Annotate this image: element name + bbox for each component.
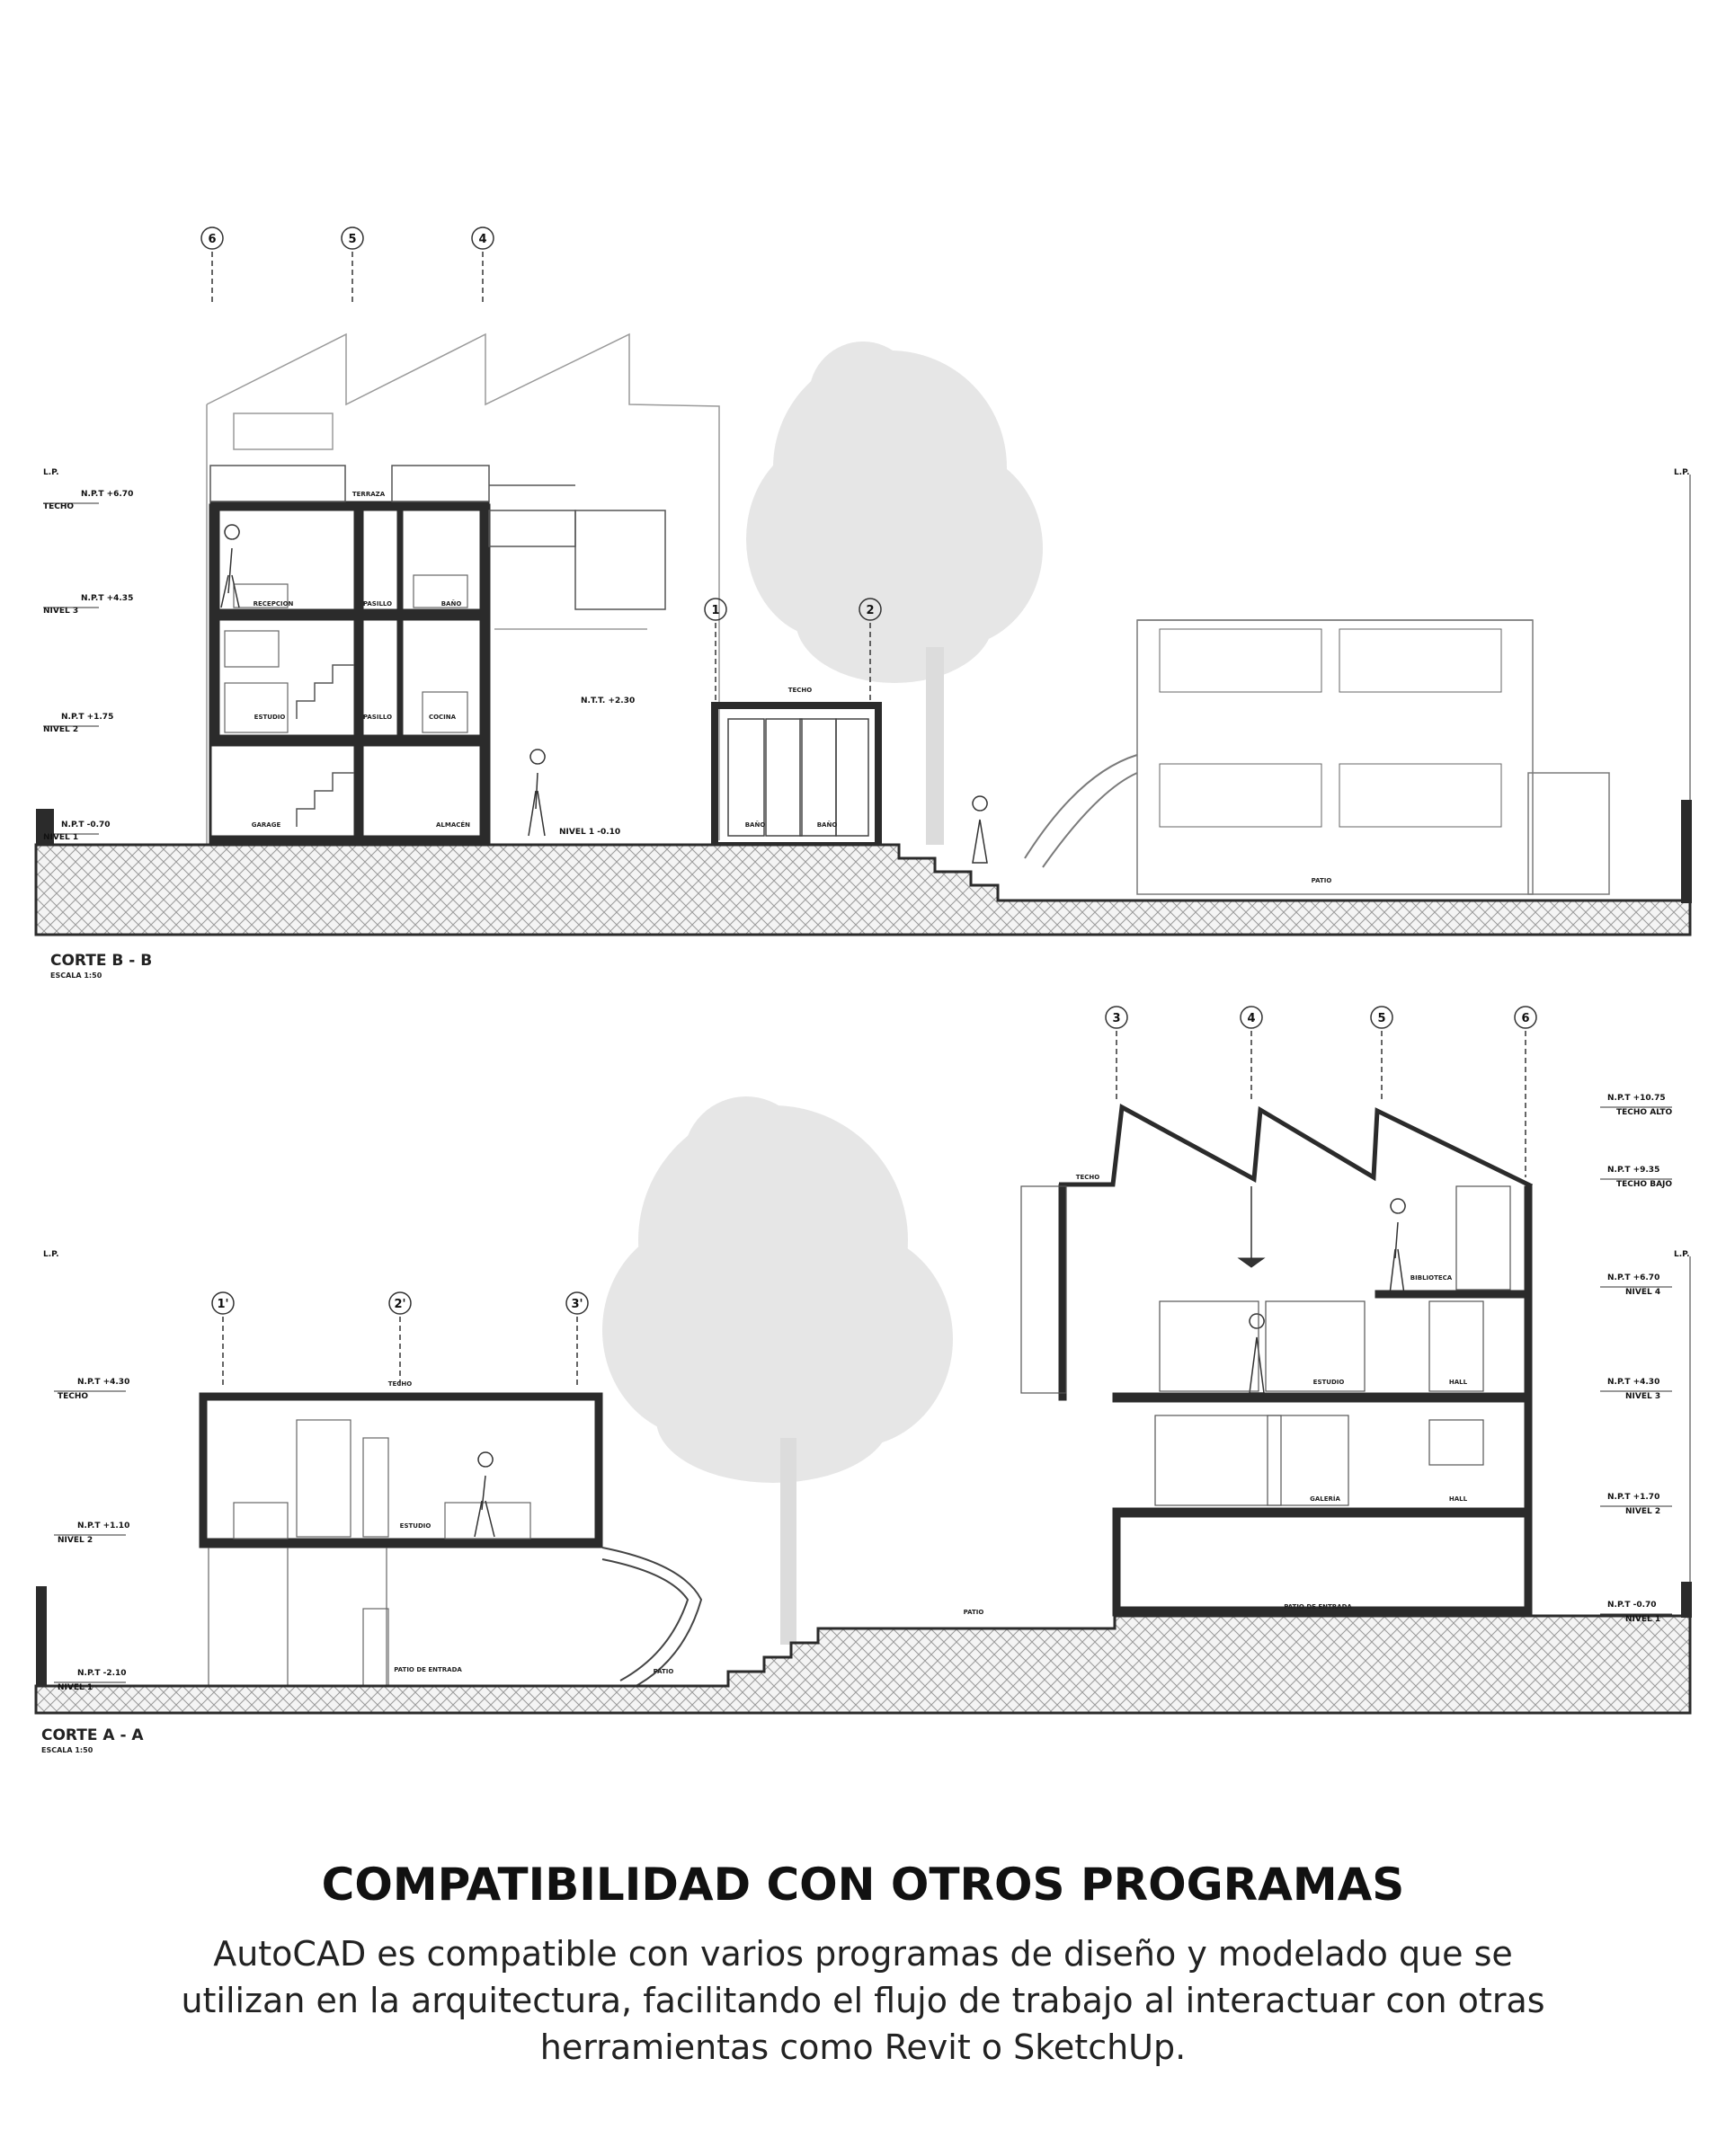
section-aa xyxy=(36,1007,1692,1754)
room-label: PATIO DE ENTRADA xyxy=(1284,1603,1352,1610)
npt-nivel2-bb: N.P.T +1.75 xyxy=(61,713,114,722)
axis-5: 5 xyxy=(1377,1012,1386,1025)
room-label: PATIO xyxy=(963,1609,984,1616)
room-label: BIBLIOTECA xyxy=(1410,1274,1453,1282)
pavilion-bb xyxy=(715,705,878,846)
section-bb-title: CORTE B - B xyxy=(50,952,153,970)
level-nivel4: NIVEL 4 xyxy=(1625,1288,1661,1297)
room-label: ESTUDIO xyxy=(399,1522,432,1530)
level-nivel1-aa: NIVEL 1 xyxy=(58,1683,93,1692)
lp-left-bb: L.P. xyxy=(43,468,59,477)
tree-bb xyxy=(746,342,1043,845)
level-nivel2-bb: NIVEL 2 xyxy=(43,725,79,734)
level-nivel3-bb: NIVEL 3 xyxy=(43,607,79,616)
room-label: PATIO xyxy=(653,1668,674,1675)
terrain-aa xyxy=(36,1582,1692,1713)
room-label: PATIO DE ENTRADA xyxy=(394,1666,462,1673)
level-techo-bajo: TECHO BAJO xyxy=(1616,1180,1673,1189)
npt-nivel3-bb: N.P.T +4.35 xyxy=(81,594,134,603)
npt-nivel1-aa: N.P.T -2.10 xyxy=(77,1669,127,1678)
caption-body xyxy=(108,1930,1618,2071)
axis-5: 5 xyxy=(348,233,357,246)
level-nivel2-right: NIVEL 2 xyxy=(1625,1507,1661,1516)
npt-techo-aa: N.P.T +4.30 xyxy=(77,1378,130,1387)
room-label: HALL xyxy=(1448,1495,1468,1503)
axis-4: 4 xyxy=(1247,1012,1256,1025)
room-label: PASILLO xyxy=(362,600,393,608)
npt-nivel2-right: N.P.T +1.70 xyxy=(1607,1493,1660,1502)
lp-right-aa: L.P. xyxy=(1674,1250,1690,1259)
room-label: TECHO xyxy=(787,687,813,694)
npt-nivel4: N.P.T +6.70 xyxy=(1607,1273,1660,1282)
room-label: BAÑO xyxy=(816,821,838,829)
room-label: HALL xyxy=(1448,1379,1468,1386)
axis-6: 6 xyxy=(208,233,217,246)
level-techo-alto: TECHO ALTO xyxy=(1616,1108,1673,1117)
caption-title: COMPATIBILIDAD CON OTROS PROGRAMAS xyxy=(321,1859,1405,1911)
npt-nivel3-aa: N.P.T +4.30 xyxy=(1607,1378,1660,1387)
room-label: RECEPCION xyxy=(253,600,294,608)
npt-techo-alto: N.P.T +10.75 xyxy=(1607,1094,1666,1103)
warehouse-bb xyxy=(1025,620,1609,894)
npt-nivel1-bb: N.P.T -0.70 xyxy=(61,821,111,830)
building-bb xyxy=(210,466,665,847)
room-label: BAÑO xyxy=(744,821,766,829)
axis-3: 3 xyxy=(1112,1012,1121,1025)
room-label: TECHO xyxy=(387,1380,413,1388)
left-building-aa xyxy=(200,1393,701,1690)
npt-techo-bajo: N.P.T +9.35 xyxy=(1607,1166,1660,1175)
room-label: ESTUDIO xyxy=(254,714,286,721)
level-nivel3-aa: NIVEL 3 xyxy=(1625,1392,1661,1401)
level-nivel1-bb: NIVEL 1 xyxy=(43,833,79,842)
axis-3-prime: 3' xyxy=(571,1298,583,1311)
room-label: ESTUDIO xyxy=(1312,1379,1345,1386)
caption-line: herramientas como Revit o SketchUp. xyxy=(539,2027,1187,2067)
right-building-aa xyxy=(1021,1107,1532,1690)
level-nivel2-aa: NIVEL 2 xyxy=(58,1536,93,1545)
axis-4: 4 xyxy=(478,233,487,246)
section-bb xyxy=(36,227,1692,980)
axis-2-prime: 2' xyxy=(394,1298,406,1311)
lp-left-aa: L.P. xyxy=(43,1250,59,1259)
section-bb-scale: ESCALA 1:50 xyxy=(50,972,102,980)
npt-techo-bb: N.P.T +6.70 xyxy=(81,490,134,499)
room-label: COCINA xyxy=(428,714,457,721)
room-label: ALMACÉN xyxy=(435,821,471,829)
room-label: TERRAZA xyxy=(351,491,386,498)
axis-1-prime: 1' xyxy=(217,1298,229,1311)
background-elevation xyxy=(207,334,719,845)
terrain-bb xyxy=(36,800,1692,935)
level-nivel1-right: NIVEL 1 xyxy=(1625,1615,1661,1624)
level-techo-bb: TECHO xyxy=(43,502,75,511)
caption-line: AutoCAD es compatible con varios programas de diseño y modelado que se xyxy=(213,1934,1513,1974)
axis-1: 1 xyxy=(711,604,720,617)
room-label: PATIO xyxy=(1311,877,1332,884)
npt-nivel2-aa: N.P.T +1.10 xyxy=(77,1522,130,1530)
section-aa-title: CORTE A - A xyxy=(41,1726,144,1744)
npt-nivel1-right: N.P.T -0.70 xyxy=(1607,1601,1657,1610)
section-aa-scale: ESCALA 1:50 xyxy=(41,1746,93,1754)
ntt-bb: N.T.T. +2.30 xyxy=(581,696,636,705)
room-label: BAÑO xyxy=(440,600,462,608)
room-label: PASILLO xyxy=(362,714,393,721)
room-label: GALERÍA xyxy=(1310,1495,1340,1503)
room-label: GARAGE xyxy=(251,821,281,829)
nivel1-mid-bb: NIVEL 1 -0.10 xyxy=(559,828,621,837)
axis-2: 2 xyxy=(866,604,875,617)
window-grid-upper xyxy=(1160,629,1501,827)
room-label: TECHO xyxy=(1075,1174,1100,1181)
caption-line: utilizan en la arquitectura, facilitando el flujo de trabajo al interactuar con otras xyxy=(181,1981,1545,2020)
room-labels-aa xyxy=(388,1174,1468,1675)
level-techo-aa: TECHO xyxy=(58,1392,89,1401)
axis-6: 6 xyxy=(1521,1012,1530,1025)
lp-right-bb: L.P. xyxy=(1674,468,1690,477)
